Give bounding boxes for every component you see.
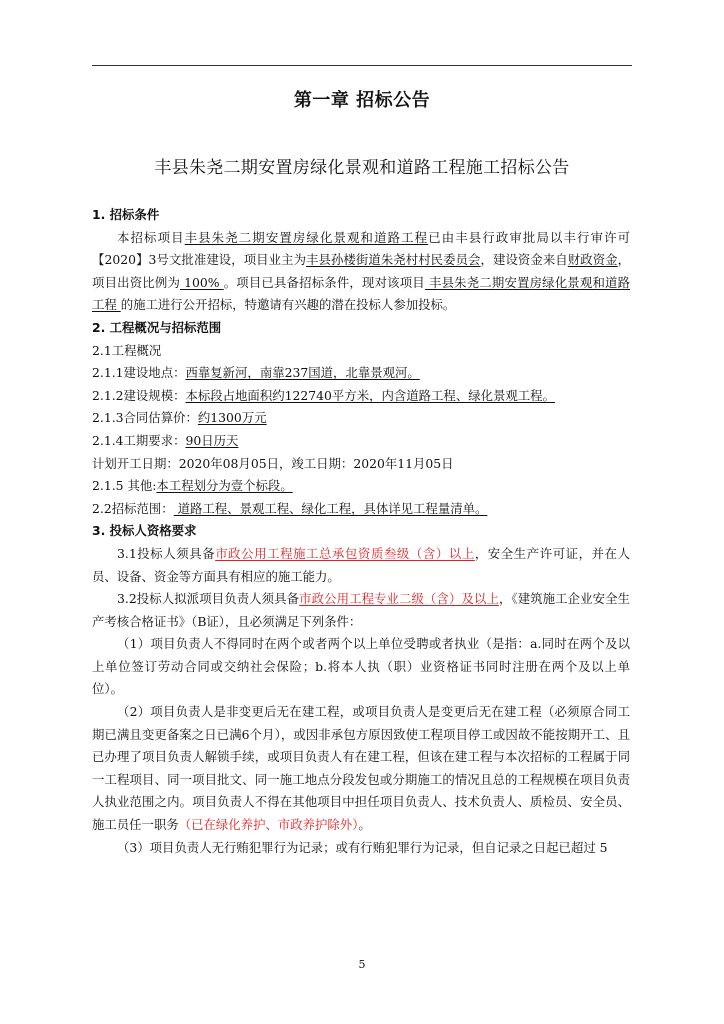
overview-subheading: 2.1工程概况 [92,342,162,358]
notice-title: 丰县朱尧二期安置房绿化景观和道路工程施工招标公告 [154,158,570,178]
header-rule [92,65,632,66]
construction-location: 2.1.1建设地点：西靠复新河，南靠237国道，北靠景观河。 [92,365,420,381]
project-name: 丰县朱尧二期安置房绿化景观和道路工程 [184,229,429,245]
fund-source: 财政资金 [567,252,618,268]
qualification-3-1: 3.1投标人须具备市政公用工程施工总承包资质叁级（含）以上，安全生产许可证，并在人员、设备、资金等方面具有相应的施工能力。 [92,545,630,584]
section-heading-bidding-conditions: 1. 招标条件 [92,207,160,222]
other-info: 2.1.5 其他:本工程划分为壹个标段。 [92,478,293,494]
required-manager-qualification: 市政公用工程专业二级（含）及以上 [299,591,499,607]
document-body [92,204,630,859]
chapter-title: 第一章 招标公告 [293,90,431,111]
page-number: 5 [358,958,366,971]
bidding-scope: 2.2招标范围： 道路工程、景观工程、绿化工程，具体详见工程量清单。 [92,500,488,516]
condition-2-exception: （已在绿化养护、市政养护除外） [178,817,359,833]
construction-scale: 2.1.2建设规模：本标段占地面积约122740平方米，内含道路工程、绿化景观工程。 [92,387,555,403]
bidding-conditions-paragraph: 本招标项目丰县朱尧二期安置房绿化景观和道路工程已由丰县行政审批局以丰行审许可【2020】3号文批准建设，项目业主为丰县孙楼街道朱尧村村民委员会，建设资金来自财政资金，项目出资比例为 100% 。项目已具备招标条件，现对该项目 丰县朱尧二期安置房绿化景观和道路工程 的施工进行公开招标，特邀请有兴趣的潜在投标人参加投标。 [92,229,631,313]
project-owner: 丰县孙楼街道朱尧村村民委员会 [306,252,481,268]
fund-ratio: 100% [180,274,224,290]
planned-dates: 计划开工日期：2020年08月05日，竣工日期：2020年11月05日 [92,455,454,471]
condition-2: （2）项目负责人是非变更后无在建工程，或项目负责人是变更后无在建工程（必须原合同工期已满且变更备案之日已满6个月），或因非承包方原因致使工程项目停工或因故不能按期开工、且已办理了项目负责人解锁手续，或项目负责人有在建工程，但该在建工程与本次招标的工程属于同一工程项目、同一项目批文、同一施工地点分段发包或分期施工的情况且总的工程规模在项目负责人执业范围之内。项目负责人不得在其他项目中担任项目负责人、技术负责人、质检员、安全员、施工员任一职务（已在绿化养护、市政养护除外）。 [92,704,630,833]
project-name-repeat: 丰县朱尧二期安置房绿化景观和道路工程 [92,274,630,313]
construction-period: 2.1.4工期要求：90日历天 [92,432,239,448]
required-qualification: 市政公用工程施工总承包资质叁级（含）以上 [215,545,475,561]
qualification-3-2: 3.2投标人拟派项目负责人须具备市政公用工程专业二级（含）及以上，《建筑施工企业安全生产考核合格证书》（B证），且必须满足下列条件： [92,591,630,629]
estimated-price: 2.1.3合同估算价：约1300万元 [92,410,267,426]
condition-3: （3）项目负责人无行贿犯罪行为记录；或有行贿犯罪行为记录，但自记录之日起已超过 5 [117,839,608,855]
section-heading-qualifications: 3. 投标人资格要求 [92,523,197,539]
section-heading-overview-scope: 2. 工程概况与招标范围 [92,319,222,335]
condition-1: （1）项目负责人不得同时在两个或者两个以上单位受聘或者执业（是指：a.同时在两个及以上单位签订劳动合同或交纳社会保险；b.将本人执（职）业资格证书同时注册在两个及以上单位）。 [92,636,630,697]
